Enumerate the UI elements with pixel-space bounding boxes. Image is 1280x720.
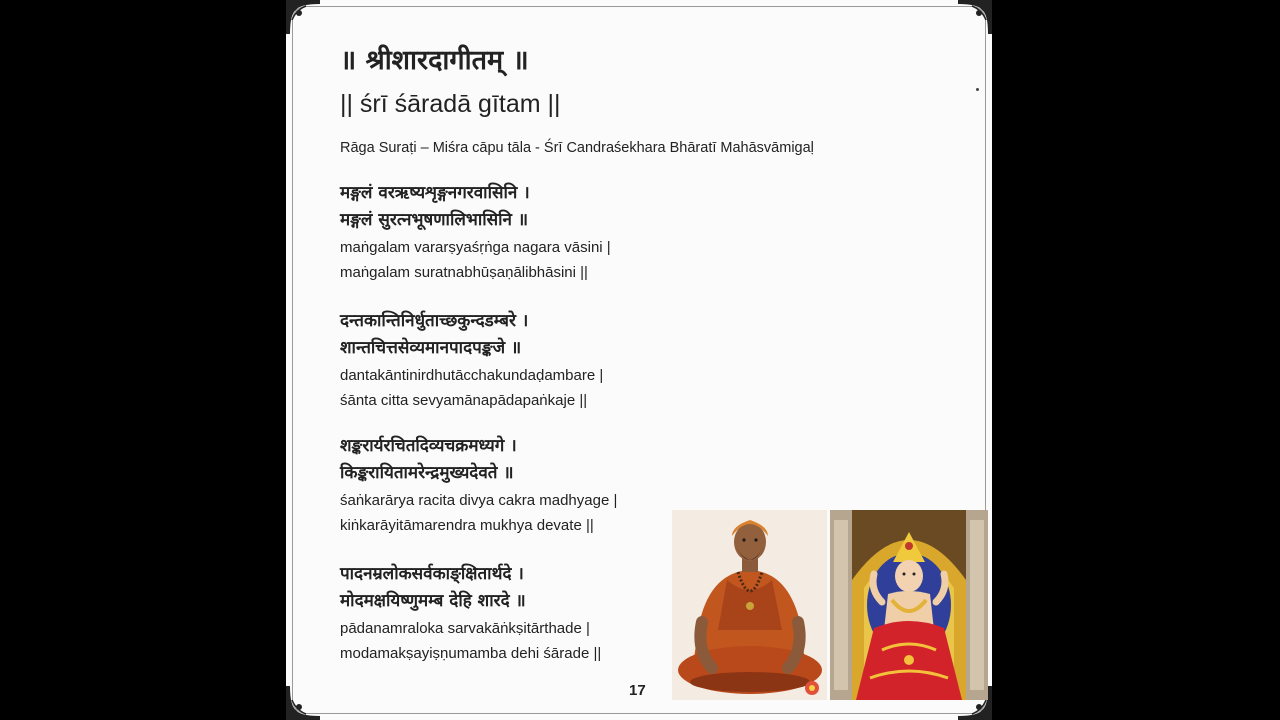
verse-roman-line: maṅgalam suratnabhūṣaṇālibhāsini ||: [340, 264, 588, 281]
verse-devanagari-line: मङ्गलं वरऋष्यशृङ्गनगरवासिनि ।: [340, 183, 530, 203]
corner-ornament-icon: [286, 0, 320, 34]
sage-portrait-image: [672, 510, 827, 700]
verse-devanagari-line: मोदमक्षयिष्णुमम्ब देहि शारदे ॥: [340, 591, 526, 611]
verse-2: [340, 308, 670, 412]
verse-roman-line: maṅgalam vararṣyaśṛṅga nagara vāsini |: [340, 239, 611, 256]
verse-roman-line: pādanamraloka sarvakāṅkṣitārthade |: [340, 620, 590, 637]
verse-roman-line: modamakṣayiṣṇumamba dehi śārade ||: [340, 645, 602, 662]
verse-roman-line: śaṅkarārya racita divya cakra madhyage |: [340, 492, 618, 509]
title-roman: || śrī śāradā gītam ||: [340, 90, 561, 118]
goddess-portrait-image: [830, 510, 988, 700]
verse-roman-line: śānta citta sevyamānapādapaṅkaje ||: [340, 392, 588, 409]
verse-roman-line: dantakāntinirdhutācchakundaḍambare |: [340, 367, 604, 384]
verse-roman-line: kiṅkarāyitāmarendra mukhya devate ||: [340, 517, 594, 534]
verse-devanagari-line: शङ्करार्यरचितदिव्यचक्रमध्यगे ।: [340, 436, 517, 456]
corner-ornament-icon: [958, 0, 992, 34]
verse-4: [340, 561, 670, 665]
page-number: 17: [629, 682, 646, 699]
corner-ornament-icon: [286, 686, 320, 720]
verse-devanagari-line: मङ्गलं सुरत्नभूषणालिभासिनि ॥: [340, 210, 529, 230]
title-devanagari: ॥ श्रीशारदागीतम् ॥: [340, 45, 529, 76]
verse-1: [340, 180, 670, 284]
stray-dot: [976, 88, 979, 91]
verse-devanagari-line: पादनम्रलोकसर्वकाङ्क्षितार्थदे ।: [340, 564, 524, 584]
verse-devanagari-line: दन्तकान्तिनिर्धुताच्छकुन्दडम्बरे ।: [340, 311, 529, 331]
verse-devanagari-line: शान्तचित्तसेव्यमानपादपङ्कजे ॥: [340, 338, 522, 358]
book-page: [286, 0, 992, 720]
verse-3: [340, 433, 670, 537]
verse-devanagari-line: किङ्करायितामरेन्द्रमुख्यदेवते ॥: [340, 463, 514, 483]
raga-tala-line: Rāga Suraṭi – Miśra cāpu tāla - Śrī Candraśekhara Bhāratī Mahāsvāmigaḷ: [340, 140, 814, 156]
